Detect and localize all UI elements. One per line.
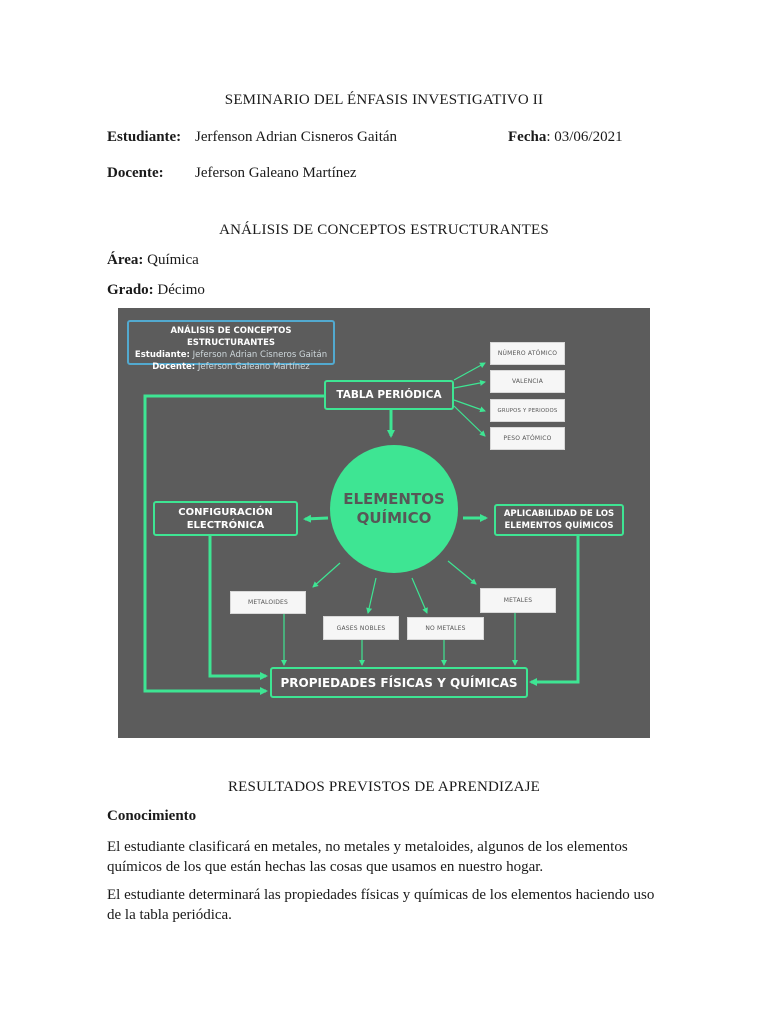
center-line1: ELEMENTOS bbox=[343, 490, 445, 508]
node-metales: METALES bbox=[480, 588, 556, 613]
diagram-header-box bbox=[127, 320, 335, 372]
date-row bbox=[508, 129, 623, 146]
teacher-name: Jeferson Galeano Martínez bbox=[195, 165, 357, 181]
concept-map-diagram bbox=[118, 308, 650, 738]
teacher-label: Docente: bbox=[107, 165, 164, 181]
node-propiedades: PROPIEDADES FÍSICAS Y QUÍMICAS bbox=[270, 667, 528, 698]
document-title: SEMINARIO DEL ÉNFASIS INVESTIGATIVO II bbox=[224, 92, 544, 108]
teacher-row bbox=[107, 165, 164, 182]
diagram-header-teacher bbox=[129, 361, 333, 373]
student-row bbox=[107, 129, 181, 146]
diagram-header-teacher-label: Docente: bbox=[152, 362, 196, 372]
arrow-to-gases bbox=[368, 578, 376, 613]
diagram-header-title: ANÁLISIS DE CONCEPTOS ESTRUCTURANTES bbox=[170, 326, 292, 348]
area-row bbox=[107, 252, 199, 269]
arrow-tabla-loop bbox=[145, 396, 324, 691]
knowledge-heading: Conocimiento bbox=[107, 808, 197, 824]
node-numero-atomico: NÚMERO ATÓMICO bbox=[490, 342, 565, 365]
arrow-to-metaloides bbox=[313, 563, 340, 587]
diagram-header-teacher-name: Jeferson Galeano Martínez bbox=[195, 362, 310, 372]
node-elementos-quimico bbox=[330, 445, 458, 573]
results-title: RESULTADOS PREVISTOS DE APRENDIZAJE bbox=[227, 779, 541, 795]
grade-row bbox=[107, 282, 205, 299]
area-value: Química bbox=[143, 252, 199, 268]
grade-value: Décimo bbox=[153, 282, 205, 298]
node-peso-atomico: PESO ATÓMICO bbox=[490, 427, 565, 450]
node-metaloides: METALOIDES bbox=[230, 591, 306, 614]
arrow-to-valencia bbox=[454, 382, 485, 388]
arrow-to-nometales bbox=[412, 578, 427, 613]
node-no-metales: NO METALES bbox=[407, 617, 484, 640]
arrow-to-numero bbox=[454, 363, 485, 380]
diagram-header-student-name: Jeferson Adrian Cisneros Gaitán bbox=[189, 350, 328, 360]
node-aplicabilidad: APLICABILIDAD DE LOS ELEMENTOS QUÍMICOS bbox=[494, 504, 624, 536]
node-valencia: VALENCIA bbox=[490, 370, 565, 393]
student-label: Estudiante: bbox=[107, 129, 182, 145]
diagram-header-student bbox=[129, 349, 333, 361]
arrow-to-metales bbox=[448, 561, 476, 584]
learning-result-1: El estudiante clasificará en metales, no metales y metaloides, algunos de los elementos químicos de los que están hechas las cosas que usamos en nuestro hogar. bbox=[107, 839, 628, 875]
node-gases-nobles: GASES NOBLES bbox=[323, 616, 399, 640]
date-value: : 03/06/2021 bbox=[546, 129, 623, 145]
arrow-to-grupos bbox=[454, 400, 485, 411]
diagram-header-student-label: Estudiante: bbox=[134, 350, 190, 360]
grade-label: Grado: bbox=[107, 282, 154, 298]
arrow-to-peso bbox=[454, 406, 485, 436]
date-label: Fecha bbox=[508, 129, 547, 145]
center-line2: QUÍMICO bbox=[356, 509, 432, 527]
section-title: ANÁLISIS DE CONCEPTOS ESTRUCTURANTES bbox=[219, 222, 549, 238]
node-configuracion-electronica: CONFIGURACIÓN ELECTRÓNICA bbox=[153, 501, 298, 536]
area-label: Área: bbox=[107, 252, 144, 268]
arrow-to-config bbox=[305, 518, 328, 519]
node-grupos-periodos: GRUPOS Y PERIODOS bbox=[490, 399, 565, 422]
learning-result-2: El estudiante determinará las propiedades físicas y químicas de los elementos haciendo uso de la tabla periódica. bbox=[107, 887, 655, 923]
node-tabla-periodica: TABLA PERIÓDICA bbox=[324, 380, 454, 410]
student-name: Jerfenson Adrian Cisneros Gaitán bbox=[195, 129, 398, 145]
